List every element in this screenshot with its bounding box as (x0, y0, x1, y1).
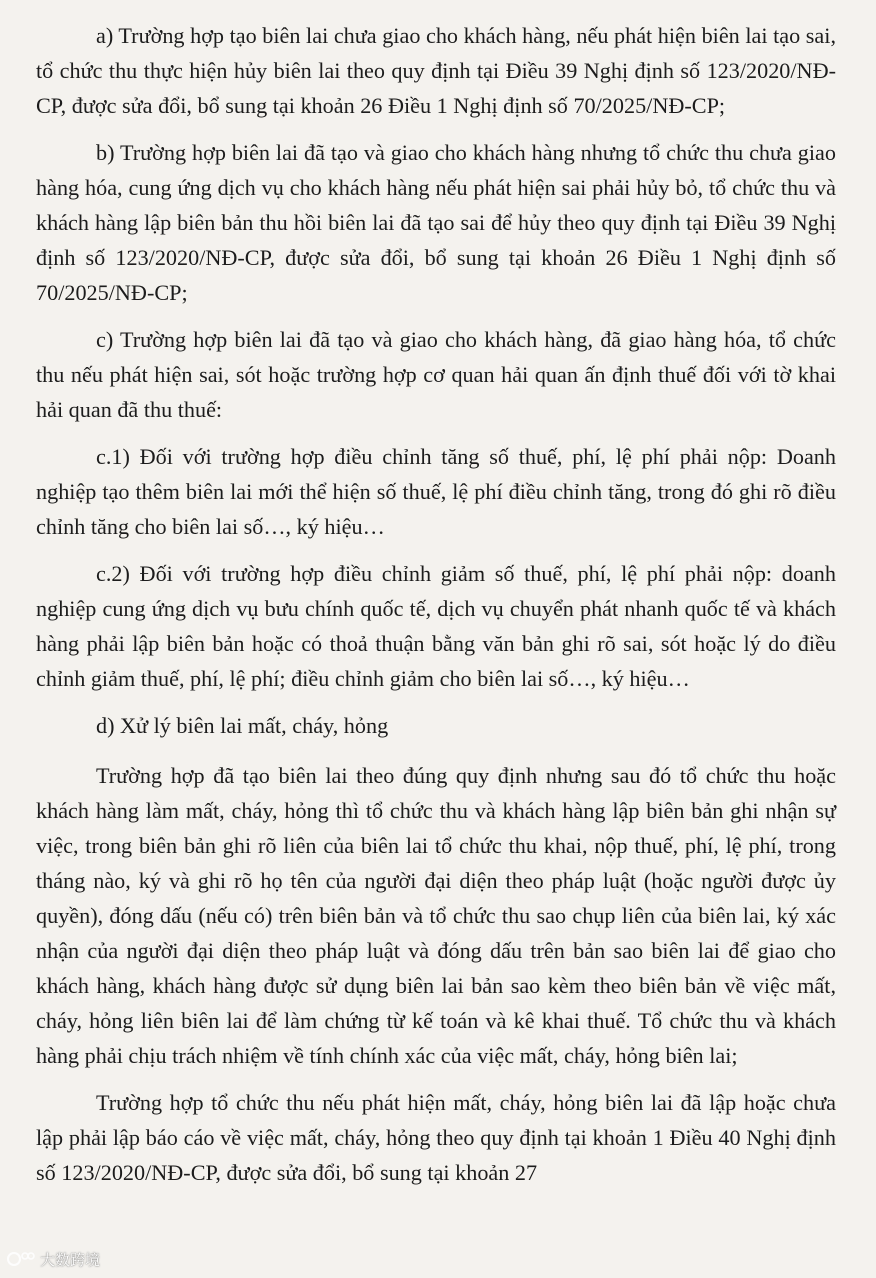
paragraph-d-body-1: Trường hợp đã tạo biên lai theo đúng quy định nhưng sau đó tổ chức thu hoặc khách hàng làm mất, cháy, hỏng thì tổ chức thu và khách hàng lập biên bản ghi nhận sự việc, trong biên bản ghi rõ liên của biên lai tổ chức thu khai, nộp thuế, phí, lệ phí, trong tháng nào, ký và ghi rõ họ tên của người đại diện theo pháp luật (hoặc người được ủy quyền), đóng dấu (nếu có) trên biên bản và tổ chức thu sao chụp liên của biên lai, ký xác nhận của người đại diện theo pháp luật và đóng dấu trên bản sao biên lai để giao cho khách hàng, khách hàng được sử dụng biên lai bản sao kèm theo biên bản về việc mất, cháy, hỏng liên biên lai để làm chứng từ kế toán và kê khai thuế. Tổ chức thu và khách hàng phải chịu trách nhiệm về tính chính xác của việc mất, cháy, hỏng biên lai; (36, 763, 836, 1068)
paragraph-a: a) Trường hợp tạo biên lai chưa giao cho khách hàng, nếu phát hiện biên lai tạo sai, tổ chức thu thực hiện hủy biên lai theo quy định tại Điều 39 Nghị định số 123/2020/NĐ-CP, được sửa đổi, bổ sung tại khoản 26 Điều 1 Nghị định số 70/2025/NĐ-CP; (36, 23, 836, 118)
paragraph-d-body-2: Trường hợp tổ chức thu nếu phát hiện mất, cháy, hỏng biên lai đã lập hoặc chưa lập phải lập báo cáo về việc mất, cháy, hỏng theo quy định tại khoản 1 Điều 40 Nghị định số 123/2020/NĐ-CP, được sửa đổi, bổ sung tại khoản 27 (36, 1090, 836, 1185)
paragraph-c: c) Trường hợp biên lai đã tạo và giao cho khách hàng, đã giao hàng hóa, tổ chức thu nếu phát hiện sai, sót hoặc trường hợp cơ quan hải quan ấn định thuế đối với tờ khai hải quan đã thu thuế: (36, 327, 836, 422)
watermark-logo-icon (6, 1248, 36, 1270)
document-page (36, 18, 836, 1202)
paragraph-c1: c.1) Đối với trường hợp điều chỉnh tăng số thuế, phí, lệ phí phải nộp: Doanh nghiệp tạo thêm biên lai mới thể hiện số thuế, lệ phí điều chỉnh tăng, trong đó ghi rõ điều chỉnh tăng cho biên lai số…, ký hiệu… (36, 444, 836, 539)
watermark-text: 大数跨境 (40, 1250, 101, 1269)
paragraph-d-heading: d) Xử lý biên lai mất, cháy, hỏng (96, 713, 389, 738)
paragraph-c2: c.2) Đối với trường hợp điều chỉnh giảm số thuế, phí, lệ phí phải nộp: doanh nghiệp cung ứng dịch vụ bưu chính quốc tế, dịch vụ chuyển phát nhanh quốc tế và khách hàng phải lập biên bản hoặc có thoả thuận bằng văn bản ghi rõ sai, sót hoặc lý do điều chỉnh giảm thuế, phí, lệ phí; điều chỉnh giảm cho biên lai số…, ký hiệu… (36, 561, 836, 691)
paragraph-b: b) Trường hợp biên lai đã tạo và giao cho khách hàng nhưng tổ chức thu chưa giao hàng hóa, cung ứng dịch vụ cho khách hàng nếu phát hiện sai phải hủy bỏ, tổ chức thu và khách hàng lập biên bản thu hồi biên lai đã tạo sai để hủy theo quy định tại Điều 39 Nghị định số 123/2020/NĐ-CP, được sửa đổi, bổ sung tại khoản 26 Điều 1 Nghị định số 70/2025/NĐ-CP; (36, 140, 836, 305)
watermark (6, 1248, 100, 1270)
